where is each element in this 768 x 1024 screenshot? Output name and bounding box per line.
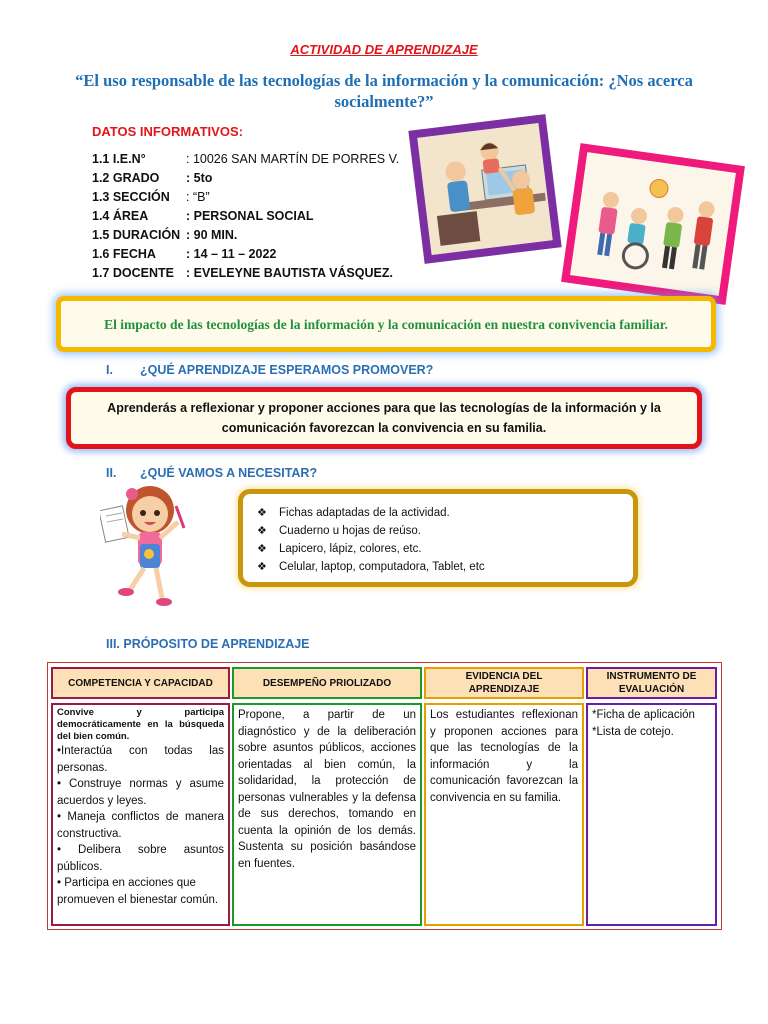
section-3-heading: III. PRÓPOSITO DE APRENDIZAJE [106, 637, 310, 651]
section-1-number: I. [106, 363, 113, 377]
learning-goal-text: Aprenderás a reflexionar y proponer acciones para que las tecnologías de la información y la comunicación favorezcan la convivencia en su familia. [107, 401, 661, 435]
table-header-desempeno: DESEMPEÑO PRIOLIZADO [232, 667, 422, 699]
diamond-bullet-icon: ❖ [257, 507, 267, 519]
girl-illustration [100, 482, 200, 610]
info-label: 1.6 FECHA [92, 247, 156, 261]
kids-playing-picture [561, 143, 745, 305]
diamond-bullet-icon: ❖ [257, 543, 267, 555]
list-item [257, 558, 633, 576]
info-value: : 5to [186, 171, 213, 185]
capacidad-item: • Construye normas y asume acuerdos y leyes. [57, 778, 224, 807]
info-row-ie [92, 152, 399, 166]
table-cell-competencia [51, 703, 230, 926]
section-1-heading [106, 363, 433, 377]
table-header-competencia: COMPETENCIA Y CAPACIDAD [51, 667, 230, 699]
list-item [257, 504, 633, 522]
info-row-docente [92, 266, 393, 280]
document-subtitle: “El uso responsable de las tecnologías de la información y la comunicación: ¿Nos acerca socialmente?” [75, 71, 693, 111]
competencia-title: Convive y participa democráticamente en la búsqueda del bien común. [57, 707, 224, 742]
learning-goal-box [66, 387, 702, 449]
list-item-text: Celular, laptop, computadora, Tablet, etc [279, 561, 485, 573]
materials-list [243, 494, 633, 576]
instrumento-item: *Lista de cotejo. [592, 725, 674, 738]
family-computer-picture [408, 114, 561, 264]
info-value: : 14 – 11 – 2022 [186, 247, 277, 261]
instrumento-item: *Ficha de aplicación [592, 709, 695, 721]
info-value: : PERSONAL SOCIAL [186, 209, 314, 223]
info-value: : “B” [186, 190, 210, 204]
info-label: 1.5 DURACIÓN [92, 228, 181, 242]
theme-text: El impacto de las tecnologías de la información y la comunicación en nuestra convivencia familiar. [104, 316, 668, 332]
materials-box [238, 489, 638, 587]
info-row-grado [92, 171, 212, 185]
list-item [257, 522, 633, 540]
list-item-text: Lapicero, lápiz, colores, etc. [279, 543, 422, 555]
list-item [257, 540, 633, 558]
table-cell-instrumento [586, 703, 717, 926]
section-2-heading [106, 466, 317, 480]
table-header-evidencia: EVIDENCIA DEL APRENDIZAJE [424, 667, 584, 699]
section-1-title: ¿QUÉ APRENDIZAJE ESPERAMOS PROMOVER? [140, 363, 434, 377]
kids-playing-illustration [570, 152, 736, 296]
diamond-bullet-icon: ❖ [257, 525, 267, 537]
girl-with-notebook-illustration [100, 482, 200, 610]
info-row-area [92, 209, 314, 223]
info-label: 1.3 SECCIÓN [92, 190, 170, 204]
info-label: 1.4 ÁREA [92, 209, 149, 223]
info-row-duracion [92, 228, 237, 242]
capacidad-item: • Maneja conflictos de manera constructiva. [57, 811, 224, 840]
capacidad-item: •Interactúa con todas las personas. [57, 745, 224, 774]
info-label: 1.2 GRADO [92, 171, 160, 185]
list-item-text: Cuaderno u hojas de reúso. [279, 525, 421, 537]
info-label: 1.7 DOCENTE [92, 266, 174, 280]
purpose-table [47, 662, 722, 930]
info-label: 1.1 I.E.N° [92, 152, 146, 166]
info-row-fecha [92, 247, 276, 261]
document-title: ACTIVIDAD DE APRENDIZAJE [290, 42, 478, 57]
theme-box [56, 296, 716, 352]
datos-heading: DATOS INFORMATIVOS: [92, 124, 243, 139]
table-cell-desempeno: Propone, a partir de un diagnóstico y de la deliberación sobre asuntos públicos, acciones orientadas al bien común, la solidaridad, la protección de personas vulnerables y la defensa de sus derechos, tomando en cuenta la opinión de los demás. Sustenta su posición basándose en fuentes. [232, 703, 422, 926]
capacidad-item: • Delibera sobre asuntos públicos. [57, 844, 224, 873]
info-value: : EVELEYNE BAUTISTA VÁSQUEZ. [186, 266, 393, 280]
capacidad-item: • Participa en acciones que promueven el bienestar común. [57, 877, 219, 906]
family-computer-illustration [417, 123, 552, 255]
list-item-text: Fichas adaptadas de la actividad. [279, 507, 450, 519]
info-row-seccion [92, 190, 210, 204]
diamond-bullet-icon: ❖ [257, 561, 267, 573]
section-2-title: ¿QUÉ VAMOS A NECESITAR? [140, 466, 318, 480]
info-value: : 90 MIN. [186, 228, 238, 242]
info-value: : 10026 SAN MARTÍN DE PORRES V. [186, 152, 400, 166]
table-header-instrumento: INSTRUMENTO DE EVALUACIÓN [586, 667, 717, 699]
section-2-number: II. [106, 466, 117, 480]
table-cell-evidencia: Los estudiantes reflexionan y proponen acciones para que las tecnologías de la información y la comunicación favorezcan la convivencia en su familia. [424, 703, 584, 926]
